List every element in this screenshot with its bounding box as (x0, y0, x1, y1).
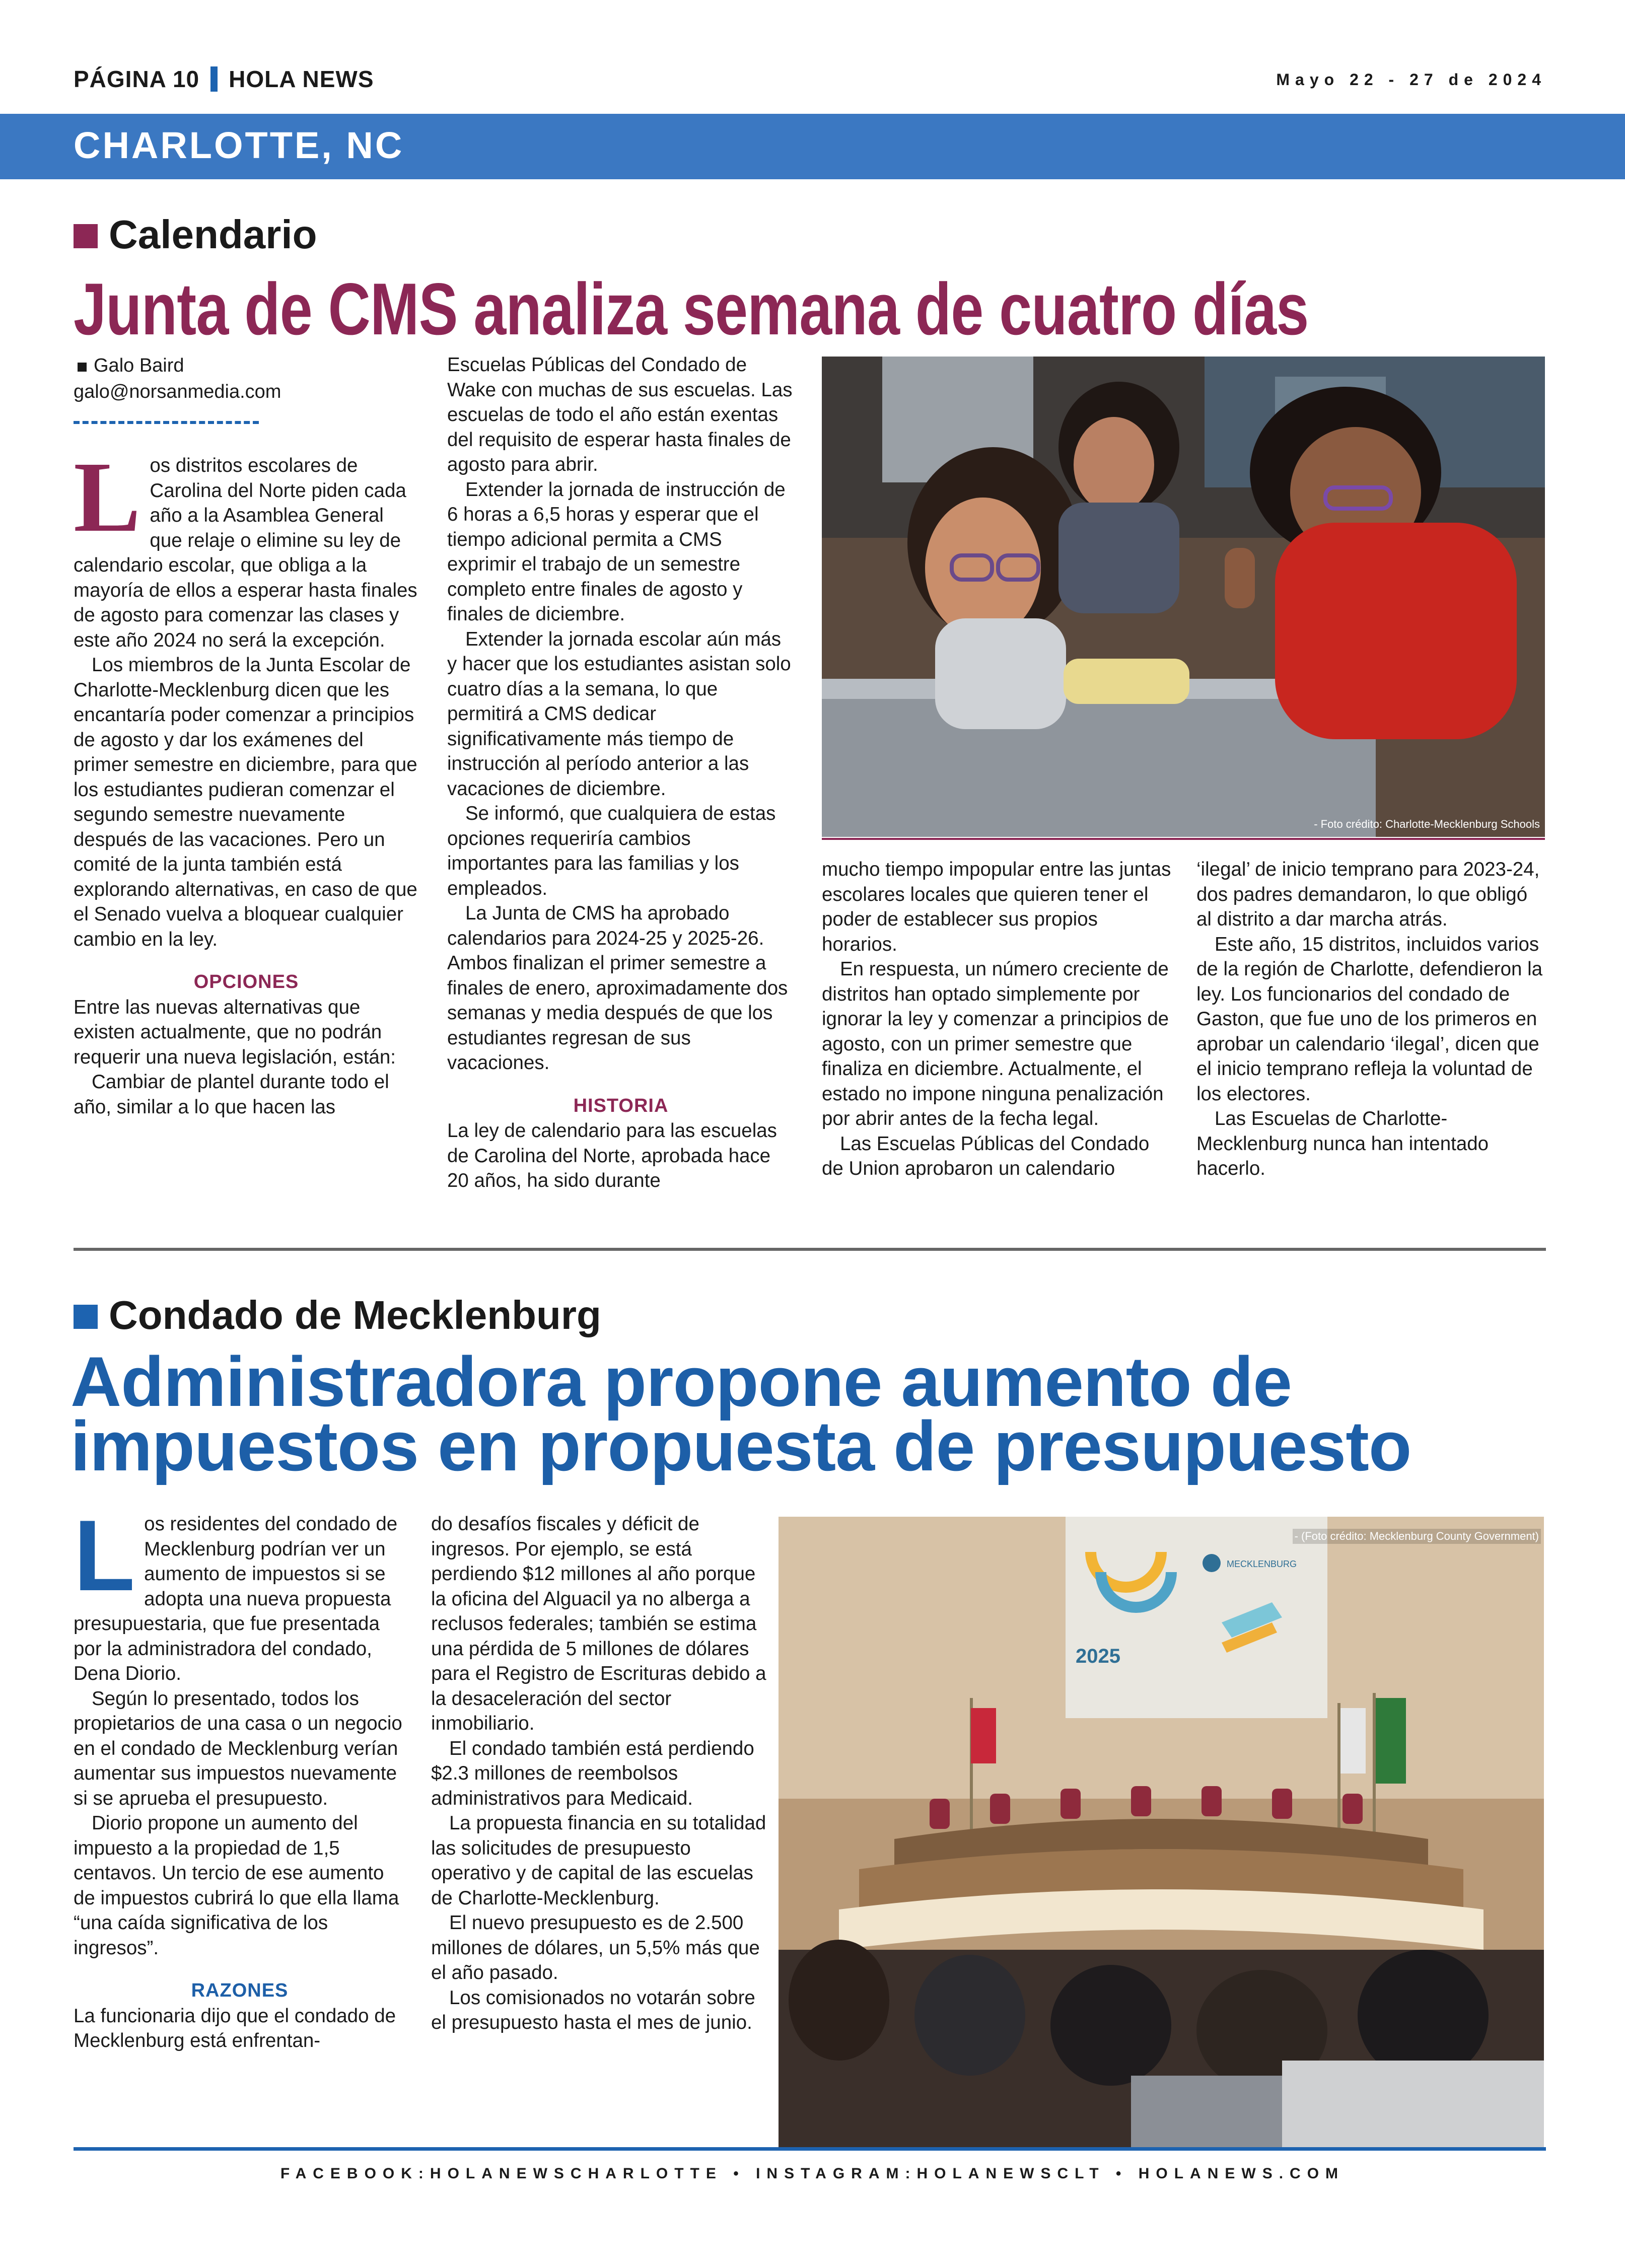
kicker-label: Condado de Mecklenburg (109, 1293, 601, 1337)
byline (74, 352, 281, 405)
article-divider (74, 1248, 1546, 1251)
paragraph: Según lo presentado, todos los propietarios de una casa o un negocio en el condado de Mecklenburg verían aumentar sus impuestos nuevamente si se aprueba el presupuesto. (74, 1687, 402, 1809)
dropcap: L (74, 1500, 135, 1612)
paragraph: Entre las nuevas alternativas que existen actualmente, que no podrán requerir una nueva legislación, están: (74, 996, 396, 1068)
screen-year-text: 2025 (1076, 1645, 1120, 1667)
footer-rule (74, 2147, 1546, 2151)
kicker-square-icon (74, 1305, 98, 1329)
article2-headline: Administradora propone aumento de impuestos en propuesta de presupuesto (70, 1342, 1411, 1485)
subhead-opciones: OPCIONES (193, 971, 299, 993)
chamber-photo (779, 1517, 1544, 2147)
page-number: PÁGINA 10 (74, 66, 200, 92)
paragraph: Escuelas Públicas del Condado de Wake con muchas de sus escuelas. Las escuelas de todo el año están exentas del requisito de esperar hasta finales de agosto para abrir. (447, 354, 793, 475)
paragraph: do desafíos fiscales y déficit de ingresos. Por ejemplo, se está perdiendo $12 millones al año porque la oficina del Alguacil ya no alberga a reclusos federales; también se estima una pérdida de 5 millones de dólares para el Registro de Escrituras debido a la desaceleración del sector inmobiliario. (431, 1513, 766, 1734)
paragraph: Los comisionados no votarán sobre el presupuesto hasta el mes de junio. (431, 1987, 755, 2033)
paragraph: Diorio propone un aumento del impuesto a la propiedad de 1,5 centavos. Un tercio de ese aumento de impuestos cubrirá lo que ella llama “una caída significativa de los ingresos”. (74, 1812, 399, 1959)
photo-credit: - Foto crédito: Charlotte-Mecklenburg Schools (1314, 818, 1540, 830)
footer-social: FACEBOOK:HOLANEWSCHARLOTTE • INSTAGRAM:HOLANEWSCLT • HOLANEWS.COM (280, 2165, 1345, 2182)
article2-kicker (74, 1292, 601, 1338)
paragraph: La funcionaria dijo que el condado de Mecklenburg está enfrentan- (74, 2005, 396, 2051)
article1-headline: Junta de CMS analiza semana de cuatro días (74, 268, 1309, 350)
paragraph: Extender la jornada de instrucción de 6 horas a 6,5 horas y esperar que el tiempo adicional permita a CMS exprimir el trabajo de un semestre completo entre finales de agosto y finales de diciembre. (447, 478, 786, 625)
paragraph: Los miembros de la Junta Escolar de Charlotte-Mecklenburg dicen que les encantaría poder comenzar a principios de agosto y dar los exámenes del primer semestre en diciembre, para que los estudiantes pudieran comenzar el segundo semestre nuevamente después de las vacaciones. Pero un comité de la junta también está explorando alternativas, en caso de que el Senado vuelva a bloquear cualquier cambio en la ley. (74, 654, 417, 950)
paper-name: HOLA NEWS (229, 66, 374, 92)
paragraph: Cambiar de plantel durante todo el año, similar a lo que hacen las (74, 1071, 389, 1118)
paragraph: mucho tiempo impopular entre las juntas escolares locales que quieren tener el poder de establecer sus propios horarios. (822, 859, 1171, 955)
paragraph: Este año, 15 distritos, incluidos varios de la región de Charlotte, defendieron la ley. Los funcionarios del condado de Gaston, que fue uno de los primeros en aprobar un calendario ‘ilegal’, dicen que el inicio temprano refleja la voluntad de los electores. (1196, 933, 1543, 1105)
paragraph: El condado también está perdiendo $2.3 millones de reembolsos administrativos para Medicaid. (431, 1737, 754, 1809)
article1-kicker (74, 211, 317, 258)
chamber-illustration (779, 1517, 1544, 2147)
paragraph: El nuevo presupuesto es de 2.500 millones de dólares, un 5,5% más que el año pasado. (431, 1912, 760, 1983)
article1-column-3 (822, 857, 1174, 1181)
classroom-photo (822, 357, 1545, 837)
byline-rule (74, 421, 259, 424)
article1-column-2 (447, 352, 795, 1193)
section-band (0, 114, 1625, 179)
paragraph: La propuesta financia en su totalidad las solicitudes de presupuesto operativo y de capital de las escuelas de Charlotte-Mecklenburg. (431, 1812, 766, 1909)
page-folio (74, 65, 374, 94)
paragraph: Las Escuelas Públicas del Condado de Union aprobaron un calendario (822, 1132, 1150, 1179)
paragraph: La ley de calendario para las escuelas de Carolina del Norte, aprobada hace 20 años, ha sido durante (447, 1120, 777, 1191)
subhead-razones: RAZONES (191, 1980, 289, 2001)
article2-column-1 (74, 1500, 406, 2053)
byline-bullet-icon (78, 363, 87, 372)
kicker-square-icon (74, 224, 98, 248)
folio-divider (210, 66, 218, 92)
paragraph: Se informó, que cualquiera de estas opciones requeriría cambios importantes para las familias y los empleados. (447, 803, 776, 899)
paragraph: En respuesta, un número creciente de distritos han optado simplemente por ignorar la ley y comenzar a principios de agosto, con un primer semestre que finaliza en diciembre. Actualmente, el estado no impone ninguna penalización por abrir antes de la fecha legal. (822, 958, 1169, 1129)
article2-column-2 (431, 1512, 773, 2035)
paragraph: La Junta de CMS ha aprobado calendarios para 2024-25 y 2025-26. Ambos finalizan el primer semestre a finales de enero, aproximadamente dos semanas y media después de que los estudiantes regresan de sus vacaciones. (447, 902, 788, 1074)
section-title: CHARLOTTE, NC (74, 124, 404, 166)
photo-rule (822, 838, 1545, 840)
paragraph: Las Escuelas de Charlotte-Mecklenburg nunca han intentado hacerlo. (1196, 1108, 1489, 1179)
paragraph: Extender la jornada escolar aún más y hacer que los estudiantes asistan solo cuatro días a la semana, lo que permitirá a CMS dedicar significativamente más tiempo de instrucción al período anterior a las vacaciones de diciembre. (447, 628, 791, 800)
kicker-label: Calendario (109, 212, 317, 257)
subhead-historia: HISTORIA (573, 1095, 669, 1116)
dropcap: L (74, 442, 141, 553)
classroom-illustration (822, 357, 1545, 837)
photo-credit: - (Foto crédito: Mecklenburg County Government) (1293, 1529, 1541, 1544)
paragraph: os distritos escolares de Carolina del Norte piden cada año a la Asamblea General que relaje o elimine su ley de calendario escolar, que obliga a la mayoría de ellos a esperar hasta finales de agosto para comenzar las clases y este año 2024 no será la excepción. (74, 455, 417, 651)
paragraph: ‘ilegal’ de inicio temprano para 2023-24, dos padres demandaron, lo que obligó al distrito a dar marcha atrás. (1196, 859, 1540, 930)
author-email[interactable]: galo@norsanmedia.com (74, 381, 281, 402)
article1-column-1 (74, 442, 419, 1119)
author-name: Galo Baird (94, 355, 184, 376)
article1-column-4 (1196, 857, 1546, 1181)
screen-logo-text: MECKLENBURG (1227, 1559, 1297, 1569)
issue-date: Mayo 22 - 27 de 2024 (1276, 70, 1546, 89)
paragraph: os residentes del condado de Mecklenburg podrían ver un aumento de impuestos si se adopta una nueva propuesta presupuestaria, que fue presentada por la administradora del condado, Dena Diorio. (74, 1513, 398, 1684)
